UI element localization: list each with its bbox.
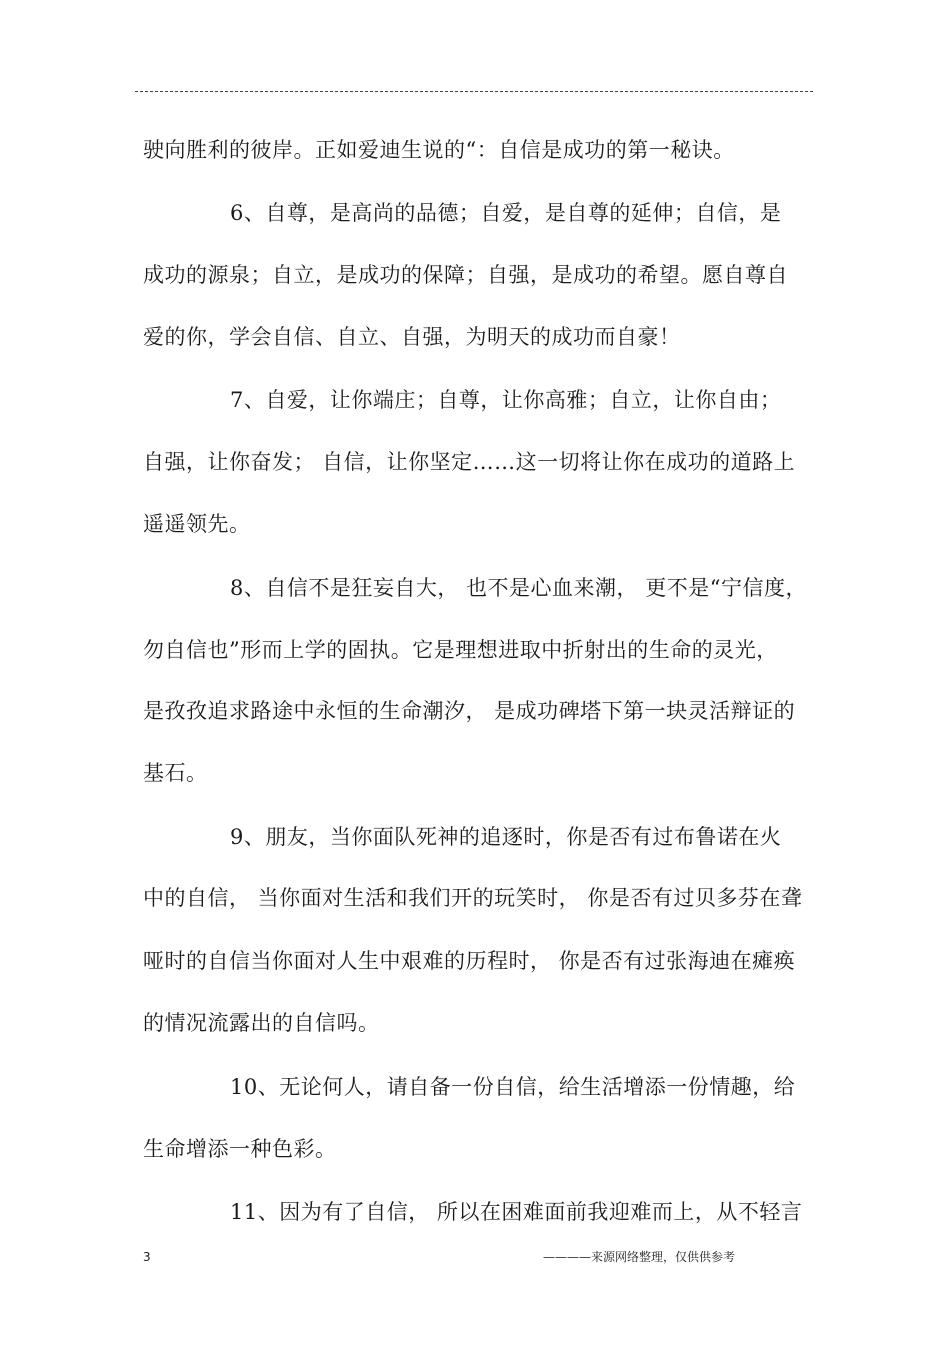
text-line: 生命增添一种色彩。: [143, 1137, 337, 1161]
paragraph-first-line: 6、自尊，是高尚的品德；自爱，是自尊的延伸；自信，是: [230, 201, 782, 225]
text-line: 驶向胜利的彼岸。正如爱迪生说的“：自信是成功的第一秘诀。: [143, 138, 735, 162]
paragraph-first-line: 8、自信不是狂妄自大， 也不是心血来潮， 更不是“宁信度，: [230, 576, 807, 600]
text-line: 中的自信， 当你面对生活和我们开的玩笑时， 你是否有过贝多芬在聋: [143, 886, 803, 910]
text-line: 基石。: [143, 761, 208, 785]
text-line: 自强，让你奋发； 自信，让你坚定……这一切将让你在成功的道路上: [143, 450, 796, 474]
header-divider: [135, 91, 813, 92]
text-line: 的情况流露出的自信吗。: [143, 1011, 380, 1035]
paragraph-first-line: 7、自爱，让你端庄；自尊，让你高雅；自立，让你自由；: [230, 388, 782, 412]
paragraph-first-line: 9、朋友，当你面队死神的追逐时，你是否有过布鲁诺在火: [230, 825, 782, 849]
source-note: ————来源网络整理，仅供供参考: [543, 1250, 736, 1264]
paragraph-first-line: 10、无论何人，请自备一份自信，给生活增添一份情趣，给: [230, 1075, 796, 1099]
text-line: 遥遥领先。: [143, 512, 251, 536]
page-number: 3: [143, 1250, 151, 1264]
text-line: 勿自信也”形而上学的固执。它是理想进取中折射出的生命的灵光，: [143, 638, 778, 662]
text-line: 爱的你，学会自信、自立、自强，为明天的成功而自豪！: [143, 325, 681, 349]
text-line: 成功的源泉；自立，是成功的保障；自强，是成功的希望。愿自尊自: [143, 263, 788, 287]
text-line: 是孜孜追求路途中永恒的生命潮汐， 是成功碑塔下第一块灵活辩证的: [143, 699, 796, 723]
text-line: 哑时的自信当你面对人生中艰难的历程时， 你是否有过张海迪在瘫痪: [143, 949, 796, 973]
paragraph-first-line: 11、因为有了自信， 所以在困难面前我迎难而上，从不轻言: [230, 1200, 803, 1224]
